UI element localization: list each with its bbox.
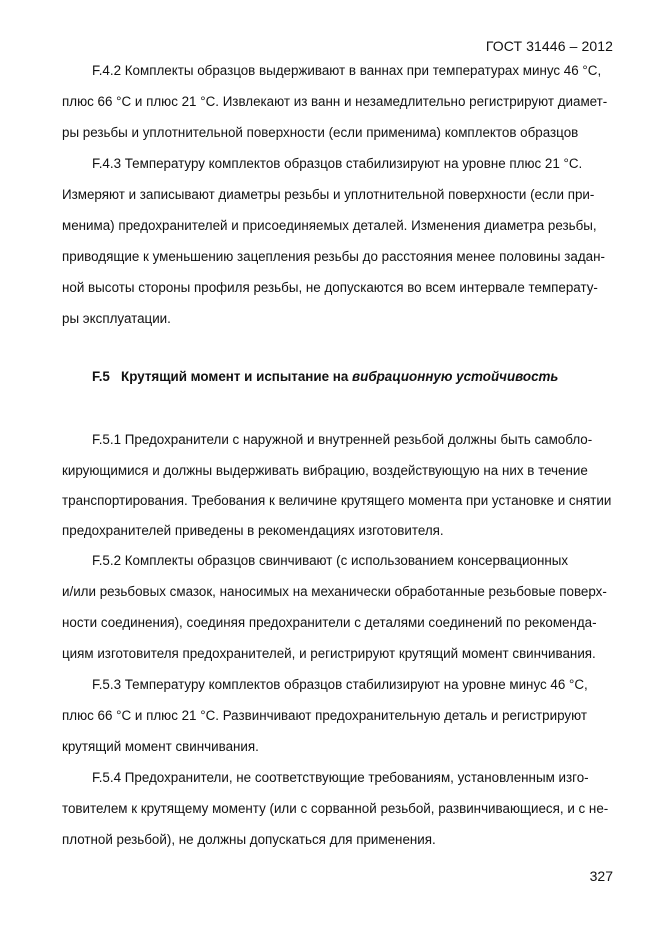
text-line: и/или резьбовых смазок, наносимых на механически обработанные резьбовые поверх-: [62, 584, 607, 599]
section-title-plain: Крутящий момент и испытание на: [121, 369, 353, 384]
text-line: кирующимися и должны выдерживать вибрацию, воздействующую на них в течение: [62, 463, 588, 478]
text-line: Измеряют и записывают диаметры резьбы и уплотнительной поверхности (если при-: [62, 187, 595, 202]
page-number: 327: [589, 868, 613, 884]
text-line: ности соединения), соединяя предохранители с деталями соединений по рекоменда-: [62, 615, 597, 630]
text-line: F.5.1 Предохранители с наружной и внутренней резьбой должны быть самобло-: [92, 432, 593, 447]
text-line: менима) предохранителей и присоединяемых деталей. Изменения диаметра резьбы,: [62, 218, 597, 233]
text-line: F.4.2 Комплекты образцов выдерживают в ваннах при температурах минус 46 °С,: [92, 63, 602, 78]
text-line: циям изготовителя предохранителей, и регистрируют крутящий момент свинчивания.: [62, 646, 596, 661]
text-line: крутящий момент свинчивания.: [62, 739, 259, 754]
text-line: транспортирования. Требования к величине крутящего момента при установке и снятии: [62, 493, 612, 508]
text-line: предохранителей приведены в рекомендациях изготовителя.: [62, 523, 444, 538]
text-line: плюс 66 °С и плюс 21 °С. Развинчивают предохранительную деталь и регистрируют: [62, 708, 587, 723]
section-number: F.5: [92, 369, 110, 384]
text-line: товителем к крутящему моменту (или с сорванной резьбой, развинчивающиеся, и с не-: [62, 801, 609, 816]
text-line: плотной резьбой), не должны допускаться для применения.: [62, 832, 436, 847]
text-line: F.5.4 Предохранители, не соответствующие требованиям, установленным изго-: [92, 770, 589, 785]
text-line: F.5.2 Комплекты образцов свинчивают (с использованием консервационных: [92, 553, 569, 568]
section-title-italic: вибрационную устойчивость: [352, 369, 559, 384]
text-line: F.5.3 Температуру комплектов образцов стабилизируют на уровне минус 46 °С,: [92, 677, 588, 692]
text-line: приводящие к уменьшению зацепления резьбы до расстояния менее половины задан-: [62, 249, 605, 264]
text-line: ры эксплуатации.: [62, 311, 171, 326]
text-line: ной высоты стороны профиля резьбы, не допускаются во всем интервале температу-: [62, 280, 598, 295]
document-header: ГОСТ 31446 – 2012: [485, 38, 613, 54]
text-line: ры резьбы и уплотнительной поверхности (если применима) комплектов образцов: [62, 125, 579, 140]
text-line: F.4.3 Температуру комплектов образцов стабилизируют на уровне плюс 21 °С.: [92, 156, 583, 171]
text-line: плюс 66 °С и плюс 21 °С. Извлекают из ванн и незамедлительно регистрируют диамет-: [62, 94, 608, 109]
section-heading: [92, 369, 614, 385]
